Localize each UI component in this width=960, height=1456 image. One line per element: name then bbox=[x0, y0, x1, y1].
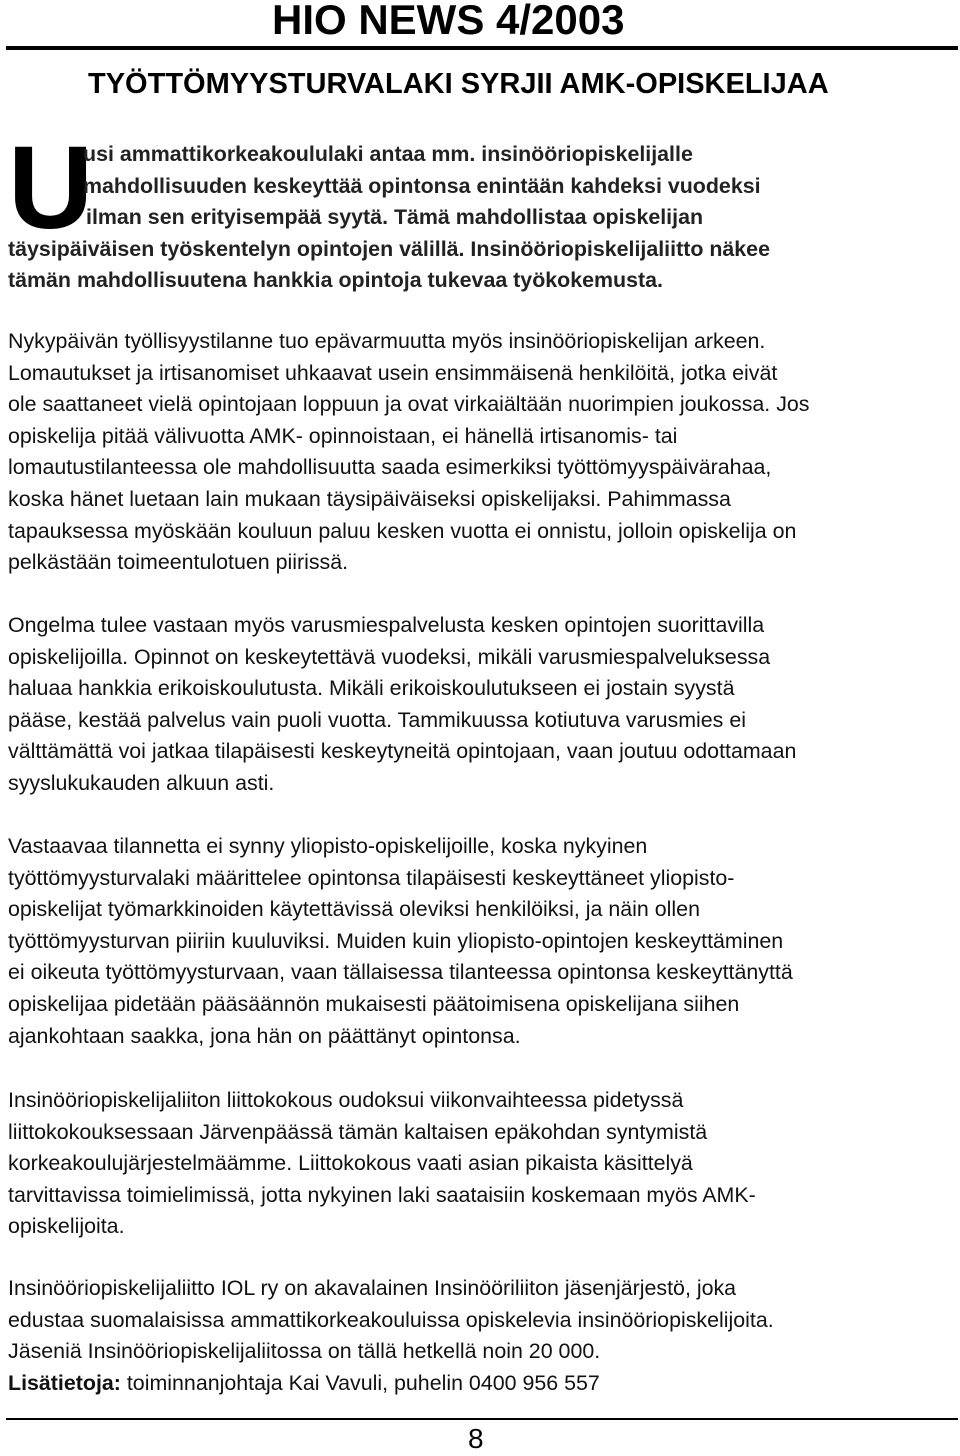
footer-rule bbox=[6, 1418, 958, 1420]
paragraph-about-iol bbox=[8, 1273, 954, 1399]
contact-details: toiminnanjohtaja Kai Vavuli, puhelin 0400 956 557 bbox=[120, 1370, 600, 1395]
paragraph-line: koska hänet luetaan lain mukaan täysipäiväiseksi opiskelijaksi. Pahimmassa bbox=[8, 486, 731, 511]
paragraph-line: Lomautukset ja irtisanomiset uhkaavat usein ensimmäisenä henkilöitä, jotka eivät bbox=[8, 360, 778, 385]
lead-line: mahdollisuuden keskeyttää opintonsa enintään kahdeksi vuodeksi bbox=[83, 174, 761, 198]
paragraph-line: ajankohtaan saakka, jona hän on päättänyt opintonsa. bbox=[8, 1023, 521, 1048]
contact-line bbox=[8, 1368, 954, 1400]
paragraph-line: syyslukukauden alkuun asti. bbox=[8, 770, 275, 795]
paragraph-line: tarvittavissa toimielimissä, jotta nykyinen laki saataisiin koskemaan myös AMK- bbox=[8, 1182, 756, 1207]
paragraph-line: haluaa hankkia erikoiskoulutusta. Mikäli erikoiskoulutukseen ei jostain syystä bbox=[8, 676, 735, 701]
masthead-rule bbox=[6, 46, 958, 50]
paragraph-line: edustaa suomalaisissa ammattikorkeakouluissa opiskelevia insinööriopiskelijoita. bbox=[8, 1307, 774, 1332]
paragraph-line: opiskelija pitää välivuotta AMK- opinnoistaan, ei hänellä irtisanomis- tai bbox=[8, 423, 678, 448]
masthead-title: HIO NEWS 4/2003 bbox=[272, 0, 625, 43]
paragraph-line: Insinööriopiskelijaliiton liittokokous oudoksui viikonvaihteessa pidetyssä bbox=[8, 1088, 684, 1112]
paragraph-line: Nykypäivän työllisyystilanne tuo epävarmuutta myös insinööriopiskelijan arkeen. bbox=[8, 329, 766, 353]
paragraph-university-students bbox=[8, 831, 954, 1052]
lead-line: täysipäiväisen työskentelyn opintojen välillä. Insinööriopiskelijaliitto näkee bbox=[8, 237, 770, 261]
lead-line: tämän mahdollisuutena hankkia opintoja tukevaa työkokemusta. bbox=[8, 268, 663, 292]
paragraph-line: opiskelijaa pidetään pääsäännön mukaisesti päätoimisena opiskelijana siihen bbox=[8, 991, 740, 1016]
paragraph-line: opiskelijoilla. Opinnot on keskeytettävä vuodeksi, mikäli varusmiespalveluksessa bbox=[8, 644, 771, 669]
paragraph-line: opiskelijat työmarkkinoiden käytettävissä oleviksi henkilöiksi, ja näin ollen bbox=[8, 897, 700, 922]
article-headline: TYÖTTÖMYYSTURVALAKI SYRJII AMK-OPISKELIJAA bbox=[88, 68, 829, 100]
paragraph-line: Jäseniä Insinööriopiskelijaliitossa on tällä hetkellä noin 20 000. bbox=[8, 1339, 601, 1364]
drop-cap: U bbox=[8, 122, 94, 254]
paragraph-employment bbox=[8, 326, 954, 579]
paragraph-line: välttämättä voi jatkaa tilapäisesti keskeytyneitä opintojaan, vaan joutuu odottamaan bbox=[8, 739, 797, 764]
paragraph-military-service bbox=[8, 610, 954, 800]
contact-label: Lisätietoja: bbox=[8, 1370, 121, 1395]
paragraph-line: työttömyysturvan piiriin kuuluviksi. Muiden kuin yliopisto-opintojen keskeyttäminen bbox=[8, 928, 784, 953]
paragraph-line: Insinööriopiskelijaliitto IOL ry on akavalainen Insinööriliiton jäsenjärjestö, joka bbox=[8, 1276, 737, 1300]
page-number: 8 bbox=[468, 1423, 484, 1454]
paragraph-line: opiskelijoita. bbox=[8, 1214, 125, 1239]
paragraph-line: korkeakoulujärjestelmäämme. Liittokokous vaati asian pikaista käsittelyä bbox=[8, 1151, 693, 1176]
paragraph-line: Ongelma tulee vastaan myös varusmiespalvelusta kesken opintojen suorittavilla bbox=[8, 613, 765, 637]
paragraph-union-meeting bbox=[8, 1085, 954, 1243]
paragraph-line: tapauksessa myöskään kouluun paluu kesken vuotta ei onnistu, jolloin opiskelija on bbox=[8, 518, 797, 543]
paragraph-line: ole saattaneet vielä opintojaan loppuun ja ovat virkaiältään nuorimpien joukossa. Jos bbox=[8, 392, 810, 417]
paragraph-line: ei oikeuta työttömyysturvaan, vaan tällaisessa tilanteessa opintonsa keskeyttänyttä bbox=[8, 960, 793, 985]
lead-line: ilman sen erityisempää syytä. Tämä mahdollistaa opiskelijan bbox=[86, 205, 704, 229]
paragraph-line: pelkästään toimeentulotuen piirissä. bbox=[8, 550, 349, 575]
paragraph-line: lomautustilanteessa ole mahdollisuutta saada esimerkiksi työttömyyspäivärahaa, bbox=[8, 455, 772, 480]
paragraph-line: pääse, kestää palvelus vain puoli vuotta. Tammikuussa kotiutuva varusmies ei bbox=[8, 707, 746, 732]
paragraph-line: liittokokouksessaan Järvenpäässä tämän kaltaisen epäkohdan syntymistä bbox=[8, 1119, 708, 1144]
lead-line: usi ammattikorkeakoululaki antaa mm. insinööriopiskelijalle bbox=[83, 142, 693, 166]
paragraph-line: työttömyysturvalaki määrittelee opintonsa tilapäisesti keskeyttäneet yliopisto- bbox=[8, 865, 735, 890]
paragraph-line: Vastaavaa tilannetta ei synny yliopisto-opiskelijoille, koska nykyinen bbox=[8, 834, 648, 858]
